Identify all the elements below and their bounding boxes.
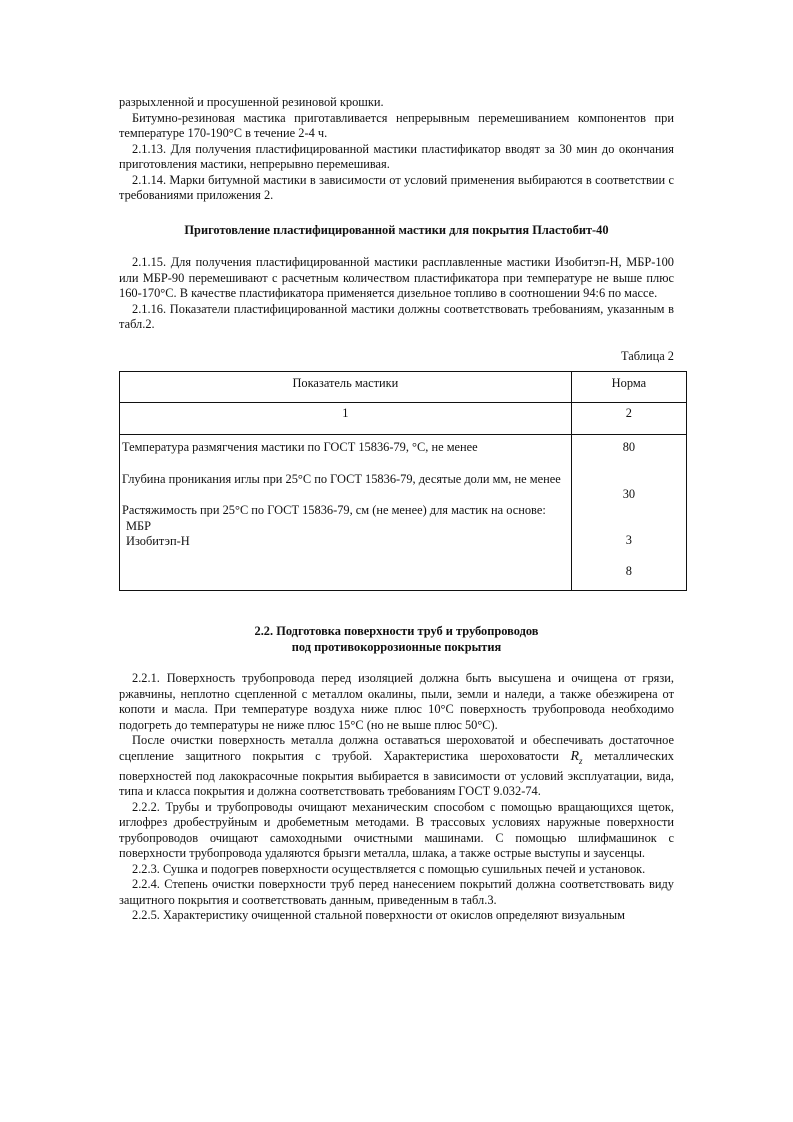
needle-penetration-value: 30 <box>622 486 636 501</box>
mastic-properties-table <box>119 371 687 591</box>
paragraph-2-2-5: 2.2.5. Характеристику очищенной стальной поверхности от окислов определяют визуальным <box>132 908 625 923</box>
table-number-row <box>120 403 687 435</box>
column-number-1: 1 <box>120 403 572 435</box>
paragraph-crumb: разрыхленной и просушенной резиновой крошки. <box>119 95 384 109</box>
softening-point-value: 80 <box>622 440 636 454</box>
ductility-izobitep-value: 8 <box>625 563 632 578</box>
rz-symbol: $R_z$ <box>570 748 583 766</box>
paragraph-2-1-16: 2.1.16. Показатели пластифицированной мастики должны соответствовать требованиям, указанным в табл.2. <box>119 301 674 331</box>
paragraph-2-1-15: 2.1.15. Для получения пластифицированной мастики расплавленные мастики Изобитэп-Н, МБР-100 или МБР-90 перемешивают с расчетным количеством пластификатора при температуре не выше плюс 160-170°С. В качестве пластификатора применяется дизельное топливо в соотношении 94:6 по массе. <box>119 255 674 300</box>
paragraph-roughness <box>119 733 674 800</box>
ductility-izobitep-label: Изобитэп-Н <box>126 534 190 548</box>
paragraph-2-2-1: 2.2.1. Поверхность трубопровода перед изоляцией должна быть высушена и очищена от грязи, ржавчины, неплотно сцепленной с металлом окалины, пыли, земли и наледи, а также обезжирена от копоти и масла. При температуре воздуха ниже плюс 10°С поверхность трубопровода необходимо подогреть до температуры не ниже плюс 15°С (но не выше плюс 50°С). <box>119 671 674 732</box>
paragraph-bitumen-rubber: Битумно-резиновая мастика приготавливается непрерывным перемешиванием компонентов при температуре 170-190°С в течение 2-4 ч. <box>119 110 674 140</box>
indicator-cell <box>120 435 572 591</box>
roughness-text-after: металлических поверхностей под лакокрасочные покрытия выбирается в зависимости от условий эксплуатации, вида, типа и класса покрытия и должна соответствовать требованиям ГОСТ 9.032-74. <box>119 748 674 799</box>
paragraph-2-2-2: 2.2.2. Трубы и трубопроводы очищают механическим способом с помощью вращающихся щеток, иглофрез дробеструйным и дробеметным методами. В трассовых условиях наружные поверхности трубопроводов очищают самоходными очистными машинами. С помощью шлифмашинок с поверхности трубопровода удаляются брызги металла, шлака, а также острые выступы и заусенцы. <box>119 799 674 861</box>
document-page <box>119 95 674 924</box>
paragraph-2-2-3: 2.2.3. Сушка и подогрев поверхности осуществляется с помощью сушильных печей и установок. <box>132 861 646 876</box>
norm-cell <box>571 435 686 591</box>
paragraph-2-1-13: 2.1.13. Для получения пластифицированной мастики пластификатор вводят за 30 мин до окончания приготовления мастики, непрерывно перемешивая. <box>119 141 674 171</box>
ductility-mbr-value: 3 <box>625 533 632 547</box>
softening-point-label: Температура размягчения мастики по ГОСТ 15836-79, °С, не менее <box>122 440 478 454</box>
header-norm: Норма <box>571 372 686 403</box>
ductility-label: Растяжимость при 25°С по ГОСТ 15836-79, см (не менее) для мастик на основе: <box>122 503 546 517</box>
section-heading-plastobit: Приготовление пластифицированной мастики для покрытия Пластобит-40 <box>184 222 609 237</box>
header-indicator: Показатель мастики <box>120 372 572 403</box>
section-heading-line1: 2.2. Подготовка поверхности труб и трубопроводов <box>254 624 539 638</box>
column-number-2: 2 <box>571 403 686 435</box>
roughness-text-before: После очистки поверхность металла должна оставаться шероховатой и обеспечивать достаточное сцепление защитного покрытия с трубой. Характеристика шероховатости <box>119 733 674 763</box>
table-data-row <box>120 435 687 591</box>
section-heading-line2: под противокоррозионные покрытия <box>291 639 502 654</box>
table-caption: Таблица 2 <box>621 348 674 363</box>
needle-penetration-label: Глубина проникания иглы при 25°С по ГОСТ 15836-79, десятые доли мм, не менее <box>122 471 561 486</box>
section-heading-surface-prep <box>119 624 674 655</box>
paragraph-2-1-14: 2.1.14. Марки битумной мастики в зависимости от условий применения выбираются в соответствии с требованиями приложения 2. <box>119 172 674 202</box>
ductility-mbr-label: МБР <box>126 518 152 533</box>
paragraph-2-2-4: 2.2.4. Степень очистки поверхности труб перед нанесением покрытий должна соответствовать виду защитного покрытия и соответствовать данным, приведенным в табл.3. <box>119 877 674 907</box>
table-header-row <box>120 372 687 403</box>
